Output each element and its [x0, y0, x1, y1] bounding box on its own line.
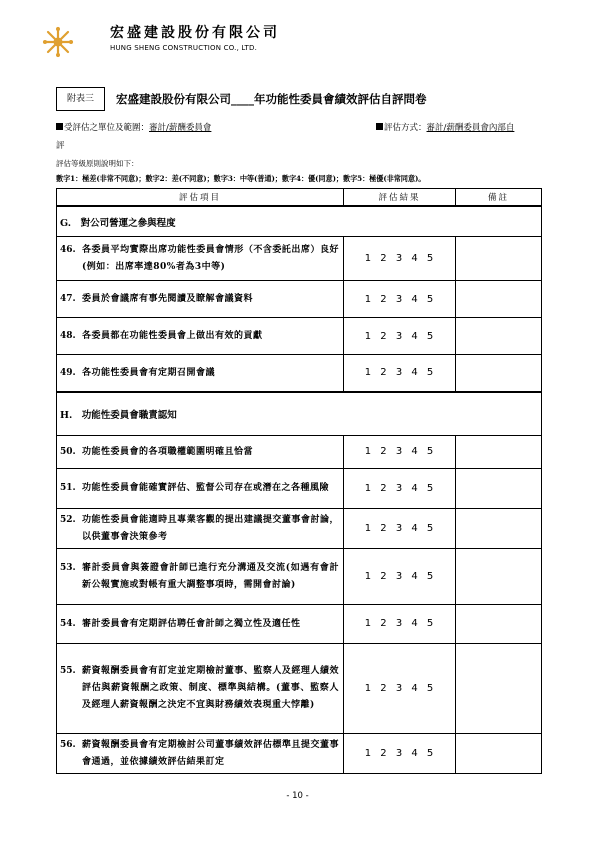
square-bullet-icon — [56, 123, 63, 130]
item-number: 48. — [60, 331, 76, 341]
square-bullet-icon — [376, 123, 383, 130]
item-text: 委員於會議席有事先閱讀及瞭解會議資料 — [82, 294, 254, 304]
rating-scale[interactable]: 1 2 3 4 5 — [344, 604, 456, 643]
table-row — [57, 237, 542, 281]
evaluation-method-continuation: 評 — [56, 141, 65, 151]
table-row — [57, 508, 542, 548]
rating-scale[interactable]: 1 2 3 4 5 — [344, 733, 456, 773]
item-text: 各功能性委員會有定期召開會議 — [82, 367, 216, 378]
rating-scale[interactable]: 1 2 3 4 5 — [344, 508, 456, 548]
rating-scale[interactable]: 1 2 3 4 5 — [344, 355, 456, 392]
table-row — [57, 355, 542, 392]
table-row — [57, 604, 542, 643]
evaluation-method-label: 評估方式： — [384, 123, 427, 133]
evaluated-unit-value: 審計/薪酬委員會 — [149, 123, 212, 133]
evaluation-method-line — [376, 121, 514, 133]
company-name-zh: 宏盛建設股份有限公司 — [110, 25, 280, 41]
scale-note: 評估等級原則說明如下： — [56, 159, 139, 168]
remark-cell[interactable] — [456, 281, 542, 318]
rating-scale[interactable]: 1 2 3 4 5 — [344, 281, 456, 318]
evaluation-table — [56, 188, 542, 774]
item-number: 49. — [60, 367, 76, 378]
item-number: 53. — [60, 562, 76, 573]
remark-cell[interactable] — [456, 508, 542, 548]
remark-cell[interactable] — [456, 435, 542, 468]
evaluated-unit-line — [56, 121, 211, 133]
remark-cell[interactable] — [456, 643, 542, 733]
company-logo-icon — [40, 25, 76, 59]
rating-scale[interactable]: 1 2 3 4 5 — [344, 548, 456, 604]
table-row — [57, 548, 542, 604]
evaluation-method-value: 審計/薪酬委員會內部自 — [426, 123, 515, 133]
evaluated-unit-label: 受評估之單位及範圍： — [64, 123, 150, 133]
table-row — [57, 733, 542, 773]
item-number: 50. — [60, 446, 76, 457]
rating-scale[interactable]: 1 2 3 4 5 — [344, 318, 456, 355]
header-result: 評估結果 — [344, 189, 456, 207]
rating-scale[interactable]: 1 2 3 4 5 — [344, 435, 456, 468]
page-number: - 10 - — [286, 791, 309, 801]
item-text: 功能性委員會能適時且專業客觀的提出建議提交董事會討論，以供董事會決策參考 — [82, 514, 339, 542]
item-text: 功能性委員會的各項職權範圍明確且恰當 — [82, 446, 254, 457]
table-row — [57, 318, 542, 355]
section-label: H. 功能性委員會職責認知 — [57, 392, 542, 436]
remark-cell[interactable] — [456, 548, 542, 604]
item-number: 47. — [60, 294, 76, 304]
remark-cell[interactable] — [456, 733, 542, 773]
item-number: 46. — [60, 245, 76, 255]
item-number: 56. — [60, 739, 76, 750]
remark-cell[interactable] — [456, 237, 542, 281]
remark-cell[interactable] — [456, 355, 542, 392]
item-text: 各委員平均實際出席功能性委員會情形（不含委託出席）良好(例如：出席率達80%者為3中等) — [82, 245, 339, 272]
item-number: 55. — [60, 666, 76, 676]
section-label: G. 對公司營運之參與程度 — [57, 206, 542, 237]
section-row-g — [57, 206, 542, 237]
item-text: 薪資報酬委員會有定期檢討公司董事績效評估標準且提交董事會通過，並依據績效評估結果訂定 — [82, 739, 339, 767]
company-name-en: HUNG SHENG CONSTRUCTION CO., LTD. — [110, 44, 258, 52]
item-text: 審計委員會有定期評估聘任會計師之獨立性及適任性 — [82, 618, 301, 629]
item-text: 各委員都在功能性委員會上做出有效的貢獻 — [82, 331, 263, 341]
table-row — [57, 643, 542, 733]
item-text: 功能性委員會能確實評估、監督公司存在或潛在之各種風險 — [82, 483, 330, 493]
table-row — [57, 281, 542, 318]
table-row — [57, 468, 542, 508]
rating-scale[interactable]: 1 2 3 4 5 — [344, 237, 456, 281]
item-text: 薪資報酬委員會有訂定並定期檢討董事、監察人及經理人績效評估與薪資報酬之政策、制度、標準與結構。(董事、監察人及經理人薪資報酬之決定不宜與財務績效表現重大悖離) — [82, 666, 339, 710]
item-text: 審計委員會與簽證會計師已進行充分溝通及交流(如遇有會計新公報實施或對帳有重大調整事項時，需開會討論) — [82, 562, 339, 590]
appendix-tag: 附表三 — [56, 87, 105, 111]
remark-cell[interactable] — [456, 468, 542, 508]
item-number: 54. — [60, 618, 76, 629]
item-number: 52. — [60, 514, 76, 525]
item-number: 51. — [60, 483, 76, 493]
table-header-row — [57, 189, 542, 207]
document-title: 宏盛建設股份有限公司____年功能性委員會績效評估自評問卷 — [116, 92, 427, 106]
header-item: 評估項目 — [57, 189, 344, 207]
remark-cell[interactable] — [456, 604, 542, 643]
remark-cell[interactable] — [456, 318, 542, 355]
section-row-h — [57, 392, 542, 436]
rating-scale[interactable]: 1 2 3 4 5 — [344, 643, 456, 733]
scale-definition: 數字1：極差(非常不同意)；數字2：差(不同意)；數字3：中等(普通)；數字4：優(同意)；數字5：極優(非常同意)。 — [56, 174, 426, 183]
rating-scale[interactable]: 1 2 3 4 5 — [344, 468, 456, 508]
table-row — [57, 435, 542, 468]
header-remark: 備註 — [456, 189, 542, 207]
